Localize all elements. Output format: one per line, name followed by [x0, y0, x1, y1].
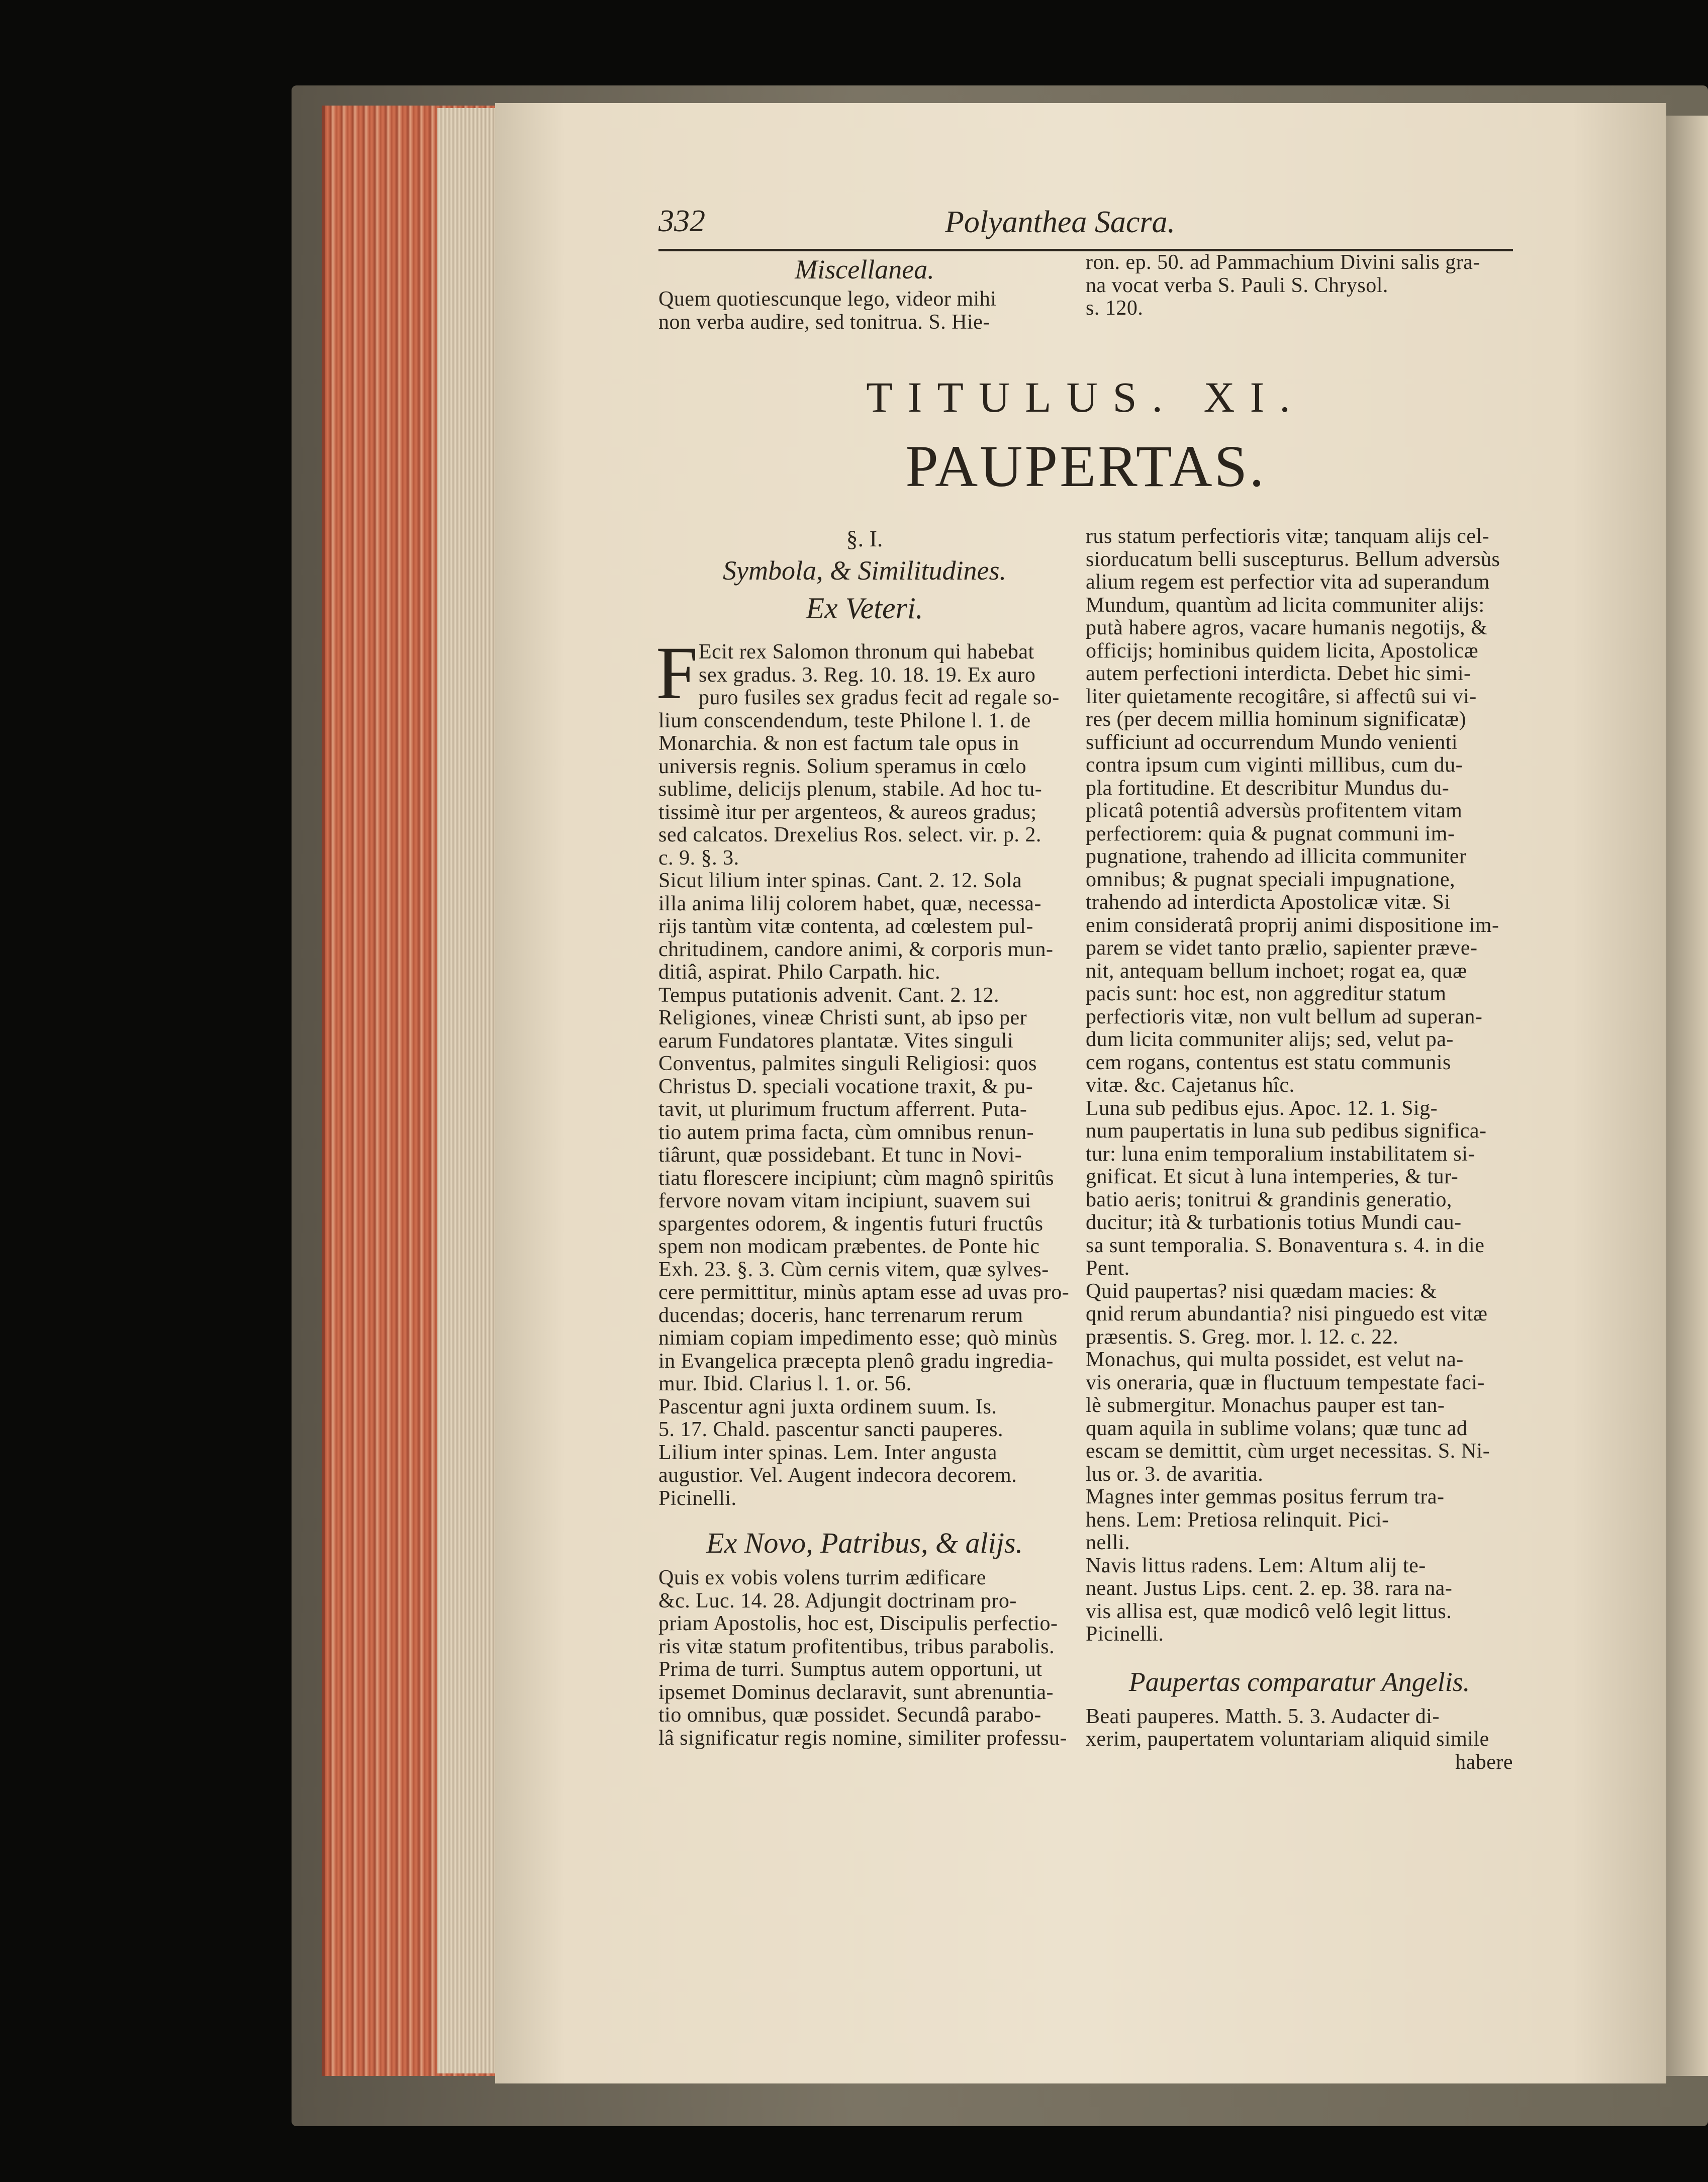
text-line: batio aeris; tonitrui & grandinis generatio, — [1086, 1188, 1452, 1211]
text-line: lus or. 3. de avaritia. — [1086, 1462, 1264, 1486]
text-line: nit, antequam bellum inchoet; rogat ea, quæ — [1086, 959, 1467, 983]
text-line: spem non modicam præbentes. de Ponte hic — [658, 1235, 1040, 1258]
top-right-block — [1086, 251, 1513, 320]
text-line: earum Fundatores plantatæ. Vites singuli — [658, 1029, 1014, 1053]
text-line: s. 120. — [1086, 297, 1144, 320]
text-line: sex gradus. 3. Reg. 10. 18. 19. Ex auro — [699, 663, 1036, 687]
text-line: Beati pauperes. Matth. 5. 3. Audacter di- — [1086, 1704, 1440, 1728]
text-line: Picinelli. — [1086, 1623, 1164, 1646]
text-line: vis allisa est, quæ modicô velô legit littus. — [1086, 1599, 1452, 1623]
symbola-heading: Symbola, & Similitudines. — [723, 555, 1006, 586]
miscellanea-heading: Miscellanea. — [795, 254, 934, 284]
text-line: xerim, paupertatem voluntariam aliquid simile — [1086, 1728, 1489, 1751]
drop-cap: F — [656, 631, 698, 715]
section-number: §. I. — [846, 526, 883, 551]
text-line: Christus D. speciali vocatione traxit, & pu- — [658, 1075, 1033, 1098]
page-number: 332 — [658, 204, 705, 238]
text-line: tur: luna enim temporalium instabilitatem si- — [1086, 1142, 1475, 1166]
text-line: officijs; hominibus quidem licita, Apostolicæ — [1086, 639, 1479, 662]
text-line: alium regem est perfectior vita ad superandum — [1086, 571, 1490, 594]
text-line: ipsemet Dominus declaravit, sunt abrenuntia- — [658, 1680, 1054, 1704]
text-line: hens. Lem: Pretiosa relinquit. Pici- — [1086, 1508, 1389, 1532]
text-line: liter quietamente recogitâre, si affectû sui vi- — [1086, 685, 1477, 708]
text-line: omnibus; & pugnat speciali impugnatione, — [1086, 868, 1456, 891]
text-line: vitæ. &c. Cajetanus hîc. — [1086, 1074, 1295, 1097]
text-line: Monarchia. & non est factum tale opus in — [658, 732, 1019, 755]
text-line: tio omnibus, quæ possidet. Secundâ parabo- — [658, 1703, 1041, 1727]
right-lines-a — [1086, 525, 1513, 1646]
text-line: augustior. Vel. Augent indecora decorem. — [658, 1464, 1017, 1487]
text-line: Religiones, vineæ Christi sunt, ab ipso per — [658, 1006, 1027, 1029]
text-line: autem perfectioni interdicta. Debet hic simi- — [1086, 662, 1471, 685]
text-line: ducitur; ità & turbationis totius Mundi cau- — [1086, 1211, 1462, 1234]
text-line: pla fortitudine. Et describitur Mundus du- — [1086, 776, 1450, 800]
right-lines-b — [1086, 1705, 1513, 1751]
text-line: Lilium inter spinas. Lem. Inter angusta — [658, 1441, 997, 1464]
dropcap-paragraph — [656, 631, 1071, 715]
text-line: Quis ex vobis volens turrim ædificare — [658, 1566, 986, 1589]
text-line: res (per decem millia hominum significatæ) — [1086, 708, 1466, 731]
titulus-heading: TITULUS. XI. — [866, 373, 1305, 421]
text-line: sa sunt temporalia. S. Bonaventura s. 4. in die — [1086, 1234, 1485, 1257]
text-line: lè submergitur. Monachus pauper est tan- — [1086, 1394, 1445, 1417]
text-line: sed calcatos. Drexelius Ros. select. vir. p. 2. — [658, 823, 1041, 846]
text-line: præsentis. S. Greg. mor. l. 12. c. 22. — [1086, 1325, 1399, 1349]
catchword: habere — [1455, 1750, 1513, 1774]
left-column — [658, 525, 1071, 1750]
main-heading: PAUPERTAS. — [905, 433, 1266, 499]
text-line: Conventus, palmites singuli Religiosi: quos — [658, 1052, 1037, 1075]
text-line: &c. Luc. 14. 28. Adjungit doctrinam pro- — [658, 1589, 1017, 1612]
text-line: num paupertatis in luna sub pedibus significa- — [1086, 1119, 1487, 1143]
text-line: trahendo ad interdicta Apostolicæ vitæ. Si — [1086, 891, 1451, 914]
ex-veteri-heading: Ex Veteri. — [806, 592, 923, 625]
text-line: na vocat verba S. Pauli S. Chrysol. — [1086, 273, 1388, 297]
top-left-lines — [658, 288, 1071, 334]
text-line: c. 9. §. 3. — [658, 846, 739, 870]
text-line: tissimè itur per argenteos, & aureos gradus; — [658, 800, 1037, 824]
text-line: nimiam copiam impedimento esse; quò minùs — [658, 1326, 1058, 1350]
left-lines-a — [658, 710, 1071, 1510]
text-line: lâ significatur regis nomine, similiter professu- — [658, 1726, 1067, 1750]
text-line: illa anima lilij colorem habet, quæ, necessa- — [658, 892, 1041, 915]
text-line: tio autem prima facta, cùm omnibus renun- — [658, 1120, 1034, 1144]
text-line: ducendas; doceris, hanc terrenarum rerum — [658, 1303, 1023, 1327]
text-line: escam se demittit, cùm urget necessitas. S. Ni- — [1086, 1440, 1490, 1463]
text-line: puro fusiles sex gradus fecit ad regale so- — [699, 686, 1060, 709]
text-line: tiârunt, quæ possidebant. Et tunc in Novi- — [658, 1144, 1022, 1167]
text-line: tiatu florescere incipiunt; cùm magnô spiritûs — [658, 1166, 1054, 1190]
text-line: neant. Justus Lips. cent. 2. ep. 38. rara na- — [1086, 1577, 1453, 1600]
text-line: putà habere agros, vacare humanis negotijs, & — [1086, 616, 1488, 639]
text-line: Sicut lilium inter spinas. Cant. 2. 12. Sola — [658, 869, 1022, 892]
running-head — [658, 204, 1513, 251]
text-line: pugnatione, trahendo ad illicita communiter — [1086, 845, 1467, 868]
dropcap-lines — [699, 641, 1071, 710]
text-line: sufficiunt ad occurrendum Mundo venienti — [1086, 730, 1458, 754]
text-line: Prima de turri. Sumptus autem opportuni, ut — [658, 1658, 1042, 1681]
text-line: Monachus, qui multa possidet, est velut na- — [1086, 1348, 1464, 1371]
text-line: contra ipsum cum viginti millibus, cum du- — [1086, 753, 1463, 777]
ex-novo-heading: Ex Novo, Patribus, & alijs. — [706, 1527, 1023, 1559]
text-line: Luna sub pedibus ejus. Apoc. 12. 1. Sig- — [1086, 1096, 1438, 1120]
text-line: Pascentur agni juxta ordinem suum. Is. — [658, 1395, 997, 1418]
text-line: Tempus putationis advenit. Cant. 2. 12. — [658, 983, 999, 1007]
text-line: tavit, ut plurimum fructum afferrent. Puta- — [658, 1098, 1027, 1121]
text-line: Exh. 23. §. 3. Cùm cernis vitem, quæ sylves- — [658, 1258, 1049, 1281]
text-line: ron. ep. 50. ad Pammachium Divini salis gra- — [1086, 251, 1480, 274]
text-line: plicatâ potentiâ adversùs profitentem vitam — [1086, 799, 1463, 822]
left-lines-b — [658, 1567, 1071, 1750]
text-line: gnificat. Et sicut à luna intemperies, & tur- — [1086, 1165, 1459, 1188]
text-line: siorducatum belli suscepturus. Bellum adversùs — [1086, 547, 1500, 571]
text-line: perfectioris vitæ, non vult bellum ad superan- — [1086, 1005, 1483, 1028]
text-line: sublime, delicijs plenum, stabile. Ad hoc tu- — [658, 778, 1042, 801]
text-line: fervore novam vitam incipiunt, suavem sui — [658, 1189, 1031, 1212]
text-line: pacis sunt: hoc est, non aggreditur statum — [1086, 982, 1447, 1005]
text-line: Magnes inter gemmas positus ferrum tra- — [1086, 1485, 1445, 1508]
text-line: spargentes odorem, & ingentis futuri fructûs — [658, 1212, 1043, 1236]
text-line: parem se videt tanto prælio, sapienter præve- — [1086, 936, 1478, 960]
text-line: Quem quotiescunque lego, videor mihi — [658, 288, 997, 311]
text-line: dum licita communiter alijs; sed, velut pa- — [1086, 1028, 1454, 1051]
text-line: Mundum, quantùm ad licita communiter alijs: — [1086, 593, 1485, 617]
text-line: in Evangelica præcepta plenô gradu ingredia- — [658, 1349, 1054, 1373]
text-line: chritudinem, candore animi, & corporis mun- — [658, 937, 1054, 961]
top-right-lines — [1086, 251, 1513, 320]
text-line: enim consideratâ proprij animi dispositione im- — [1086, 913, 1499, 937]
text-line: rijs tantùm vitæ contenta, ad cœlestem pul- — [658, 915, 1033, 938]
facing-page-edge — [1666, 116, 1708, 2076]
text-line: perfectiorem: quia & pugnat communi im- — [1086, 822, 1455, 845]
running-title: Polyanthea Sacra. — [945, 205, 1176, 239]
text-line: priam Apostolis, hoc est, Discipulis perfectio- — [658, 1612, 1058, 1635]
text-line: mur. Ibid. Clarius l. 1. or. 56. — [658, 1372, 912, 1395]
text-line: Pent. — [1086, 1257, 1130, 1280]
text-line: non verba audire, sed tonitrua. S. Hie- — [658, 310, 990, 334]
text-line: vis oneraria, quæ in fluctuum tempestate faci- — [1086, 1371, 1485, 1394]
text-line: Quid paupertas? nisi quædam macies: & — [1086, 1279, 1437, 1303]
text-line: Navis littus radens. Lem: Altum alij te- — [1086, 1554, 1426, 1577]
top-left-block — [658, 254, 1071, 334]
text-line: universis regnis. Solium speramus in cœlo — [658, 754, 1027, 778]
leaf-edges — [437, 108, 498, 2073]
text-line: nelli. — [1086, 1531, 1130, 1554]
text-line: 5. 17. Chald. pascentur sancti pauperes. — [658, 1418, 1003, 1441]
text-line: qnid rerum abundantia? nisi pinguedo est vitæ — [1086, 1302, 1488, 1325]
text-line: Ecit rex Salomon thronum qui habebat — [699, 640, 1034, 663]
text-line: ditiâ, aspirat. Philo Carpath. hic. — [658, 961, 941, 984]
angelis-heading: Paupertas comparatur Angelis. — [1128, 1666, 1470, 1697]
text-line: Picinelli. — [658, 1486, 737, 1510]
right-column — [1086, 525, 1513, 1774]
text-line: quam aquila in sublime volans; quæ tunc ad — [1086, 1416, 1468, 1440]
text-line: ris vitæ statum profitentibus, tribus parabolis. — [658, 1635, 1055, 1658]
text-line: cere permittitur, minùs aptam esse ad uvas pro- — [658, 1281, 1070, 1304]
text-line: cem rogans, contentus est statu communis — [1086, 1051, 1451, 1074]
text-line: lium conscendendum, teste Philone l. 1. de — [658, 709, 1031, 732]
text-line: rus statum perfectioris vitæ; tanquam alijs cel- — [1086, 525, 1490, 548]
